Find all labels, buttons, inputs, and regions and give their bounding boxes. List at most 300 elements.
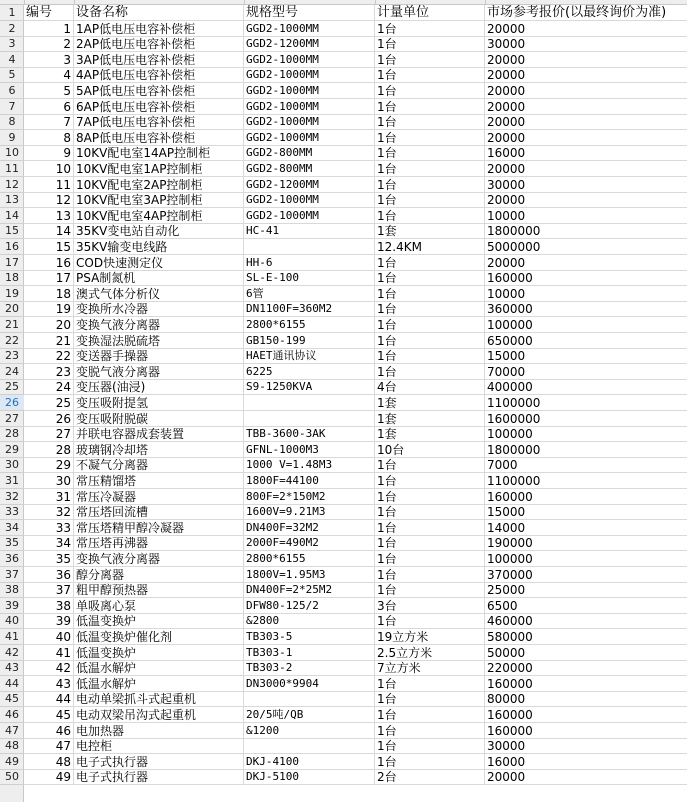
cell-unit[interactable]: 1套 <box>375 411 485 427</box>
row-number[interactable]: 6 <box>0 83 24 99</box>
cell-no[interactable]: 42 <box>24 660 74 676</box>
cell-name[interactable]: 单吸离心泵 <box>74 598 244 614</box>
cell-name[interactable]: 变换湿法脱硫塔 <box>74 333 244 349</box>
row-number[interactable]: 21 <box>0 317 24 333</box>
cell-no[interactable]: 19 <box>24 301 74 317</box>
cell-spec[interactable]: 1800F=44100 <box>244 473 375 489</box>
cell-no[interactable]: 26 <box>24 411 74 427</box>
cell-spec[interactable]: DKJ-5100 <box>244 769 375 785</box>
cell-price[interactable]: 160000 <box>485 707 687 723</box>
cell-price[interactable]: 160000 <box>485 723 687 739</box>
cell-spec[interactable]: DKJ-4100 <box>244 754 375 770</box>
cell-price[interactable]: 20000 <box>485 67 687 83</box>
cell-spec[interactable]: 6管 <box>244 286 375 302</box>
cell-name[interactable]: 10KV配电室3AP控制柜 <box>74 192 244 208</box>
cell-spec[interactable]: DN400F=32M2 <box>244 520 375 536</box>
cell-no[interactable]: 6 <box>24 99 74 115</box>
cell-no[interactable]: 49 <box>24 769 74 785</box>
cell-price[interactable]: 370000 <box>485 567 687 583</box>
cell-unit[interactable]: 1台 <box>375 301 485 317</box>
cell-no[interactable]: 2 <box>24 36 74 52</box>
cell-no[interactable]: 24 <box>24 379 74 395</box>
cell-no[interactable]: 8 <box>24 130 74 146</box>
row-number[interactable]: 38 <box>0 582 24 598</box>
cell-spec[interactable]: GGD2-1000MM <box>244 67 375 83</box>
row-number[interactable]: 33 <box>0 504 24 520</box>
row-number[interactable]: 37 <box>0 567 24 583</box>
cell-spec[interactable]: TBB-3600-3AK <box>244 426 375 442</box>
row-number[interactable]: 49 <box>0 754 24 770</box>
cell-name[interactable]: PSA制氮机 <box>74 270 244 286</box>
cell-name[interactable]: 10KV配电室14AP控制柜 <box>74 145 244 161</box>
cell-spec[interactable]: GGD2-1000MM <box>244 208 375 224</box>
cell-no[interactable]: 27 <box>24 426 74 442</box>
cell-no[interactable]: 9 <box>24 145 74 161</box>
cell-unit[interactable]: 2台 <box>375 769 485 785</box>
cell-no[interactable]: 3 <box>24 52 74 68</box>
cell-unit[interactable]: 1台 <box>375 348 485 364</box>
cell-price[interactable]: 20000 <box>485 255 687 271</box>
cell-no[interactable]: 15 <box>24 239 74 255</box>
row-number[interactable]: 16 <box>0 239 24 255</box>
cell-name[interactable]: 常压塔回流槽 <box>74 504 244 520</box>
cell-unit[interactable]: 1台 <box>375 520 485 536</box>
cell-no[interactable]: 17 <box>24 270 74 286</box>
row-number[interactable]: 19 <box>0 286 24 302</box>
cell-no[interactable]: 14 <box>24 223 74 239</box>
cell-price[interactable]: 100000 <box>485 551 687 567</box>
cell-unit[interactable]: 1台 <box>375 489 485 505</box>
cell-spec[interactable]: HAET通讯协议 <box>244 348 375 364</box>
cell-price[interactable]: 100000 <box>485 317 687 333</box>
row-number[interactable]: 14 <box>0 208 24 224</box>
cell-name[interactable]: 不凝气分离器 <box>74 457 244 473</box>
cell-price[interactable]: 1600000 <box>485 411 687 427</box>
cell-spec[interactable]: 800F=2*150M2 <box>244 489 375 505</box>
cell-name[interactable]: 变换所水冷器 <box>74 301 244 317</box>
row-header-column[interactable] <box>0 5 24 802</box>
cell-no[interactable]: 47 <box>24 738 74 754</box>
cell-unit[interactable]: 1套 <box>375 223 485 239</box>
cell-no[interactable]: 46 <box>24 723 74 739</box>
cell-price[interactable]: 100000 <box>485 426 687 442</box>
cell-no[interactable]: 39 <box>24 613 74 629</box>
cell-spec[interactable]: S9-1250KVA <box>244 379 375 395</box>
cell-price[interactable]: 15000 <box>485 504 687 520</box>
cell-unit[interactable]: 3台 <box>375 598 485 614</box>
header-cell-unit[interactable]: 计量单位 <box>375 5 485 21</box>
cell-spec[interactable]: GGD2-800MM <box>244 145 375 161</box>
cell-unit[interactable]: 1台 <box>375 286 485 302</box>
cell-name[interactable]: 常压精馏塔 <box>74 473 244 489</box>
cell-name[interactable]: 8AP低电压电容补偿柜 <box>74 130 244 146</box>
cell-spec[interactable]: GGD2-1200MM <box>244 36 375 52</box>
cell-price[interactable]: 20000 <box>485 769 687 785</box>
cell-spec[interactable]: GGD2-800MM <box>244 161 375 177</box>
cell-price[interactable]: 20000 <box>485 192 687 208</box>
cell-name[interactable]: COD快速测定仪 <box>74 255 244 271</box>
cell-spec[interactable]: GGD2-1000MM <box>244 83 375 99</box>
cell-spec[interactable]: 2000F=490M2 <box>244 535 375 551</box>
cell-name[interactable]: 常压冷凝器 <box>74 489 244 505</box>
cell-unit[interactable]: 1台 <box>375 83 485 99</box>
row-number[interactable]: 7 <box>0 99 24 115</box>
cell-spec[interactable]: DN3000*9904 <box>244 676 375 692</box>
cell-name[interactable]: 10KV配电室2AP控制柜 <box>74 177 244 193</box>
cell-no[interactable]: 5 <box>24 83 74 99</box>
cell-spec[interactable]: TB303-5 <box>244 629 375 645</box>
cell-name[interactable]: 低温水解炉 <box>74 660 244 676</box>
cell-unit[interactable]: 1套 <box>375 426 485 442</box>
cell-name[interactable]: 6AP低电压电容补偿柜 <box>74 99 244 115</box>
cell-price[interactable]: 7000 <box>485 457 687 473</box>
cell-spec[interactable]: 2800*6155 <box>244 317 375 333</box>
cell-spec[interactable]: &2800 <box>244 613 375 629</box>
cell-name[interactable]: 变脱气液分离器 <box>74 364 244 380</box>
cell-name[interactable]: 2AP低电压电容补偿柜 <box>74 36 244 52</box>
cell-price[interactable]: 1800000 <box>485 223 687 239</box>
cell-name[interactable]: 常压塔精甲醇冷凝器 <box>74 520 244 536</box>
row-number[interactable]: 15 <box>0 223 24 239</box>
row-number[interactable]: 17 <box>0 255 24 271</box>
cell-no[interactable]: 43 <box>24 676 74 692</box>
cell-spec[interactable]: 6225 <box>244 364 375 380</box>
cell-spec[interactable]: HH-6 <box>244 255 375 271</box>
cell-price[interactable]: 30000 <box>485 36 687 52</box>
cell-name[interactable]: 变压器(油浸) <box>74 379 244 395</box>
cell-price[interactable]: 15000 <box>485 348 687 364</box>
cell-no[interactable]: 33 <box>24 520 74 536</box>
cell-unit[interactable]: 1台 <box>375 457 485 473</box>
cell-unit[interactable]: 1台 <box>375 130 485 146</box>
cell-no[interactable]: 23 <box>24 364 74 380</box>
cell-spec[interactable]: GGD2-1200MM <box>244 177 375 193</box>
row-number[interactable]: 48 <box>0 738 24 754</box>
cell-price[interactable]: 25000 <box>485 582 687 598</box>
cell-spec[interactable]: &1200 <box>244 723 375 739</box>
row-number[interactable]: 13 <box>0 192 24 208</box>
header-cell-price[interactable]: 市场参考报价(以最终询价为准) <box>485 5 687 21</box>
row-number[interactable]: 50 <box>0 769 24 785</box>
cell-spec[interactable]: 1000 V=1.48M3 <box>244 457 375 473</box>
cell-unit[interactable]: 1台 <box>375 114 485 130</box>
cell-price[interactable]: 580000 <box>485 629 687 645</box>
cell-no[interactable]: 1 <box>24 21 74 37</box>
cell-no[interactable]: 31 <box>24 489 74 505</box>
cell-spec[interactable]: DN1100F=360M2 <box>244 301 375 317</box>
cell-no[interactable]: 25 <box>24 395 74 411</box>
row-number[interactable]: 43 <box>0 660 24 676</box>
header-cell-no[interactable]: 编号 <box>24 5 74 21</box>
cell-unit[interactable]: 1台 <box>375 99 485 115</box>
cell-unit[interactable]: 1台 <box>375 161 485 177</box>
row-number[interactable]: 46 <box>0 707 24 723</box>
cell-price[interactable]: 20000 <box>485 52 687 68</box>
cell-name[interactable]: 1AP低电压电容补偿柜 <box>74 21 244 37</box>
cell-no[interactable]: 45 <box>24 707 74 723</box>
cell-spec[interactable]: 1600V=9.21M3 <box>244 504 375 520</box>
cell-name[interactable]: 常压塔再沸器 <box>74 535 244 551</box>
cell-no[interactable]: 21 <box>24 333 74 349</box>
row-number[interactable]: 3 <box>0 36 24 52</box>
cell-unit[interactable]: 1台 <box>375 208 485 224</box>
cell-no[interactable]: 11 <box>24 177 74 193</box>
cell-spec[interactable]: GGD2-1000MM <box>244 52 375 68</box>
cell-spec[interactable]: DFW80-125/2 <box>244 598 375 614</box>
row-number[interactable]: 27 <box>0 411 24 427</box>
cell-unit[interactable]: 1台 <box>375 582 485 598</box>
cell-spec[interactable]: GGD2-1000MM <box>244 99 375 115</box>
cell-unit[interactable]: 1台 <box>375 192 485 208</box>
cell-unit[interactable]: 19立方米 <box>375 629 485 645</box>
cell-name[interactable]: 电控柜 <box>74 738 244 754</box>
cell-price[interactable]: 50000 <box>485 645 687 661</box>
cell-name[interactable]: 低温变换炉 <box>74 613 244 629</box>
cell-spec[interactable] <box>244 239 375 255</box>
row-number[interactable]: 4 <box>0 52 24 68</box>
cell-unit[interactable]: 1台 <box>375 270 485 286</box>
cell-unit[interactable]: 1台 <box>375 551 485 567</box>
cell-price[interactable]: 20000 <box>485 114 687 130</box>
cell-spec[interactable]: GGD2-1000MM <box>244 130 375 146</box>
cell-name[interactable]: 低温变换炉 <box>74 645 244 661</box>
cell-price[interactable]: 20000 <box>485 161 687 177</box>
cell-no[interactable]: 10 <box>24 161 74 177</box>
cell-no[interactable]: 29 <box>24 457 74 473</box>
row-number[interactable]: 8 <box>0 114 24 130</box>
row-number[interactable]: 22 <box>0 333 24 349</box>
row-number[interactable]: 32 <box>0 489 24 505</box>
cell-name[interactable]: 电子式执行器 <box>74 754 244 770</box>
cell-name[interactable]: 变换气液分离器 <box>74 551 244 567</box>
row-number[interactable]: 45 <box>0 691 24 707</box>
cell-spec[interactable]: GGD2-1000MM <box>244 192 375 208</box>
cell-unit[interactable]: 1台 <box>375 691 485 707</box>
cell-name[interactable]: 变压吸附提氢 <box>74 395 244 411</box>
cell-spec[interactable]: HC-41 <box>244 223 375 239</box>
cell-price[interactable]: 30000 <box>485 738 687 754</box>
cell-unit[interactable]: 2.5立方米 <box>375 645 485 661</box>
cell-price[interactable]: 190000 <box>485 535 687 551</box>
cell-no[interactable]: 40 <box>24 629 74 645</box>
cell-name[interactable]: 粗甲醇预热器 <box>74 582 244 598</box>
cell-no[interactable]: 4 <box>24 67 74 83</box>
cell-price[interactable]: 16000 <box>485 145 687 161</box>
cell-spec[interactable] <box>244 738 375 754</box>
cell-name[interactable]: 变压吸附脱碳 <box>74 411 244 427</box>
cell-name[interactable]: 10KV配电室1AP控制柜 <box>74 161 244 177</box>
row-number[interactable]: 36 <box>0 551 24 567</box>
cell-no[interactable]: 7 <box>24 114 74 130</box>
row-number[interactable]: 28 <box>0 426 24 442</box>
cell-price[interactable]: 1100000 <box>485 395 687 411</box>
row-number[interactable]: 31 <box>0 473 24 489</box>
cell-price[interactable]: 160000 <box>485 489 687 505</box>
cell-no[interactable]: 16 <box>24 255 74 271</box>
cell-name[interactable]: 10KV配电室4AP控制柜 <box>74 208 244 224</box>
row-number[interactable]: 24 <box>0 364 24 380</box>
cell-unit[interactable]: 1台 <box>375 723 485 739</box>
cell-spec[interactable]: GGD2-1000MM <box>244 114 375 130</box>
cell-price[interactable]: 20000 <box>485 99 687 115</box>
cell-unit[interactable]: 1台 <box>375 613 485 629</box>
cell-no[interactable]: 13 <box>24 208 74 224</box>
cell-name[interactable]: 电动单梁抓斗式起重机 <box>74 691 244 707</box>
row-number[interactable]: 34 <box>0 520 24 536</box>
cell-no[interactable]: 38 <box>24 598 74 614</box>
cell-name[interactable]: 低温变换炉催化剂 <box>74 629 244 645</box>
cell-price[interactable]: 460000 <box>485 613 687 629</box>
cell-unit[interactable]: 1台 <box>375 364 485 380</box>
cell-name[interactable]: 7AP低电压电容补偿柜 <box>74 114 244 130</box>
cell-no[interactable]: 34 <box>24 535 74 551</box>
cell-no[interactable]: 18 <box>24 286 74 302</box>
cell-unit[interactable]: 1台 <box>375 177 485 193</box>
cell-spec[interactable]: TB303-2 <box>244 660 375 676</box>
cell-spec[interactable]: GGD2-1000MM <box>244 21 375 37</box>
row-number[interactable]: 23 <box>0 348 24 364</box>
cell-price[interactable]: 160000 <box>485 676 687 692</box>
cell-name[interactable]: 5AP低电压电容补偿柜 <box>74 83 244 99</box>
cell-no[interactable]: 35 <box>24 551 74 567</box>
cell-name[interactable]: 玻璃钢冷却塔 <box>74 442 244 458</box>
cell-name[interactable]: 并联电容器成套装置 <box>74 426 244 442</box>
row-number[interactable]: 42 <box>0 645 24 661</box>
row-number[interactable]: 11 <box>0 161 24 177</box>
cell-price[interactable]: 16000 <box>485 754 687 770</box>
cell-price[interactable]: 70000 <box>485 364 687 380</box>
cell-unit[interactable]: 1台 <box>375 504 485 520</box>
cell-no[interactable]: 32 <box>24 504 74 520</box>
cell-name[interactable]: 变送器手操器 <box>74 348 244 364</box>
cell-spec[interactable]: 2800*6155 <box>244 551 375 567</box>
cell-no[interactable]: 44 <box>24 691 74 707</box>
cell-price[interactable]: 400000 <box>485 379 687 395</box>
cell-no[interactable]: 12 <box>24 192 74 208</box>
cell-no[interactable]: 30 <box>24 473 74 489</box>
cell-unit[interactable]: 1台 <box>375 317 485 333</box>
row-number[interactable]: 26 <box>0 395 24 411</box>
cell-unit[interactable]: 1台 <box>375 36 485 52</box>
cell-unit[interactable]: 1台 <box>375 567 485 583</box>
cell-price[interactable]: 80000 <box>485 691 687 707</box>
cell-price[interactable]: 30000 <box>485 177 687 193</box>
cell-no[interactable]: 22 <box>24 348 74 364</box>
row-number[interactable]: 25 <box>0 379 24 395</box>
cell-grid[interactable] <box>24 5 687 802</box>
cell-unit[interactable]: 1台 <box>375 676 485 692</box>
row-number[interactable]: 47 <box>0 723 24 739</box>
cell-unit[interactable]: 12.4KM <box>375 239 485 255</box>
cell-unit[interactable]: 1台 <box>375 255 485 271</box>
cell-price[interactable]: 1100000 <box>485 473 687 489</box>
cell-price[interactable]: 10000 <box>485 208 687 224</box>
cell-no[interactable]: 37 <box>24 582 74 598</box>
cell-price[interactable]: 20000 <box>485 83 687 99</box>
cell-unit[interactable]: 1套 <box>375 395 485 411</box>
cell-unit[interactable]: 1台 <box>375 535 485 551</box>
row-number[interactable]: 39 <box>0 598 24 614</box>
row-number[interactable]: 10 <box>0 145 24 161</box>
cell-unit[interactable]: 7立方米 <box>375 660 485 676</box>
cell-price[interactable]: 20000 <box>485 130 687 146</box>
cell-price[interactable]: 5000000 <box>485 239 687 255</box>
cell-unit[interactable]: 1台 <box>375 145 485 161</box>
cell-name[interactable]: 低温水解炉 <box>74 676 244 692</box>
row-number[interactable]: 44 <box>0 676 24 692</box>
cell-spec[interactable]: GFNL-1000M3 <box>244 442 375 458</box>
cell-price[interactable]: 1800000 <box>485 442 687 458</box>
cell-name[interactable]: 35KV变电站自动化 <box>74 223 244 239</box>
row-number[interactable]: 18 <box>0 270 24 286</box>
cell-spec[interactable]: DN400F=2*25M2 <box>244 582 375 598</box>
row-number[interactable]: 20 <box>0 301 24 317</box>
cell-name[interactable]: 4AP低电压电容补偿柜 <box>74 67 244 83</box>
row-number[interactable]: 2 <box>0 21 24 37</box>
row-number[interactable]: 9 <box>0 130 24 146</box>
cell-no[interactable]: 48 <box>24 754 74 770</box>
cell-price[interactable]: 20000 <box>485 21 687 37</box>
cell-name[interactable]: 澳式气体分析仪 <box>74 286 244 302</box>
cell-unit[interactable]: 4台 <box>375 379 485 395</box>
row-number[interactable]: 12 <box>0 177 24 193</box>
cell-spec[interactable]: 1800V=1.95M3 <box>244 567 375 583</box>
cell-no[interactable]: 36 <box>24 567 74 583</box>
cell-spec[interactable]: SL-E-100 <box>244 270 375 286</box>
cell-unit[interactable]: 1台 <box>375 707 485 723</box>
cell-unit[interactable]: 1台 <box>375 333 485 349</box>
cell-unit[interactable]: 1台 <box>375 67 485 83</box>
row-number[interactable]: 5 <box>0 67 24 83</box>
cell-name[interactable]: 电动双梁吊沟式起重机 <box>74 707 244 723</box>
cell-spec[interactable] <box>244 411 375 427</box>
cell-unit[interactable]: 1台 <box>375 473 485 489</box>
cell-unit[interactable]: 1台 <box>375 754 485 770</box>
cell-price[interactable]: 14000 <box>485 520 687 536</box>
cell-price[interactable]: 160000 <box>485 270 687 286</box>
cell-name[interactable]: 醇分离器 <box>74 567 244 583</box>
cell-price[interactable]: 220000 <box>485 660 687 676</box>
cell-no[interactable]: 41 <box>24 645 74 661</box>
cell-price[interactable]: 360000 <box>485 301 687 317</box>
cell-spec[interactable] <box>244 691 375 707</box>
cell-name[interactable]: 电加热器 <box>74 723 244 739</box>
cell-name[interactable]: 3AP低电压电容补偿柜 <box>74 52 244 68</box>
cell-spec[interactable]: 20/5吨/QB <box>244 707 375 723</box>
cell-name[interactable]: 变换气液分离器 <box>74 317 244 333</box>
cell-unit[interactable]: 1台 <box>375 21 485 37</box>
row-number[interactable]: 35 <box>0 535 24 551</box>
header-cell-spec[interactable]: 规格型号 <box>244 5 375 21</box>
cell-unit[interactable]: 10台 <box>375 442 485 458</box>
cell-spec[interactable] <box>244 395 375 411</box>
cell-name[interactable]: 电子式执行器 <box>74 769 244 785</box>
cell-price[interactable]: 10000 <box>485 286 687 302</box>
cell-price[interactable]: 6500 <box>485 598 687 614</box>
cell-unit[interactable]: 1台 <box>375 738 485 754</box>
row-number[interactable]: 30 <box>0 457 24 473</box>
row-number[interactable]: 40 <box>0 613 24 629</box>
cell-spec[interactable]: GB150-199 <box>244 333 375 349</box>
row-number[interactable]: 1 <box>0 5 24 21</box>
cell-unit[interactable]: 1台 <box>375 52 485 68</box>
cell-name[interactable]: 35KV输变电线路 <box>74 239 244 255</box>
cell-no[interactable]: 20 <box>24 317 74 333</box>
header-cell-name[interactable]: 设备名称 <box>74 5 244 21</box>
row-number[interactable]: 41 <box>0 629 24 645</box>
cell-no[interactable]: 28 <box>24 442 74 458</box>
row-number[interactable]: 29 <box>0 442 24 458</box>
